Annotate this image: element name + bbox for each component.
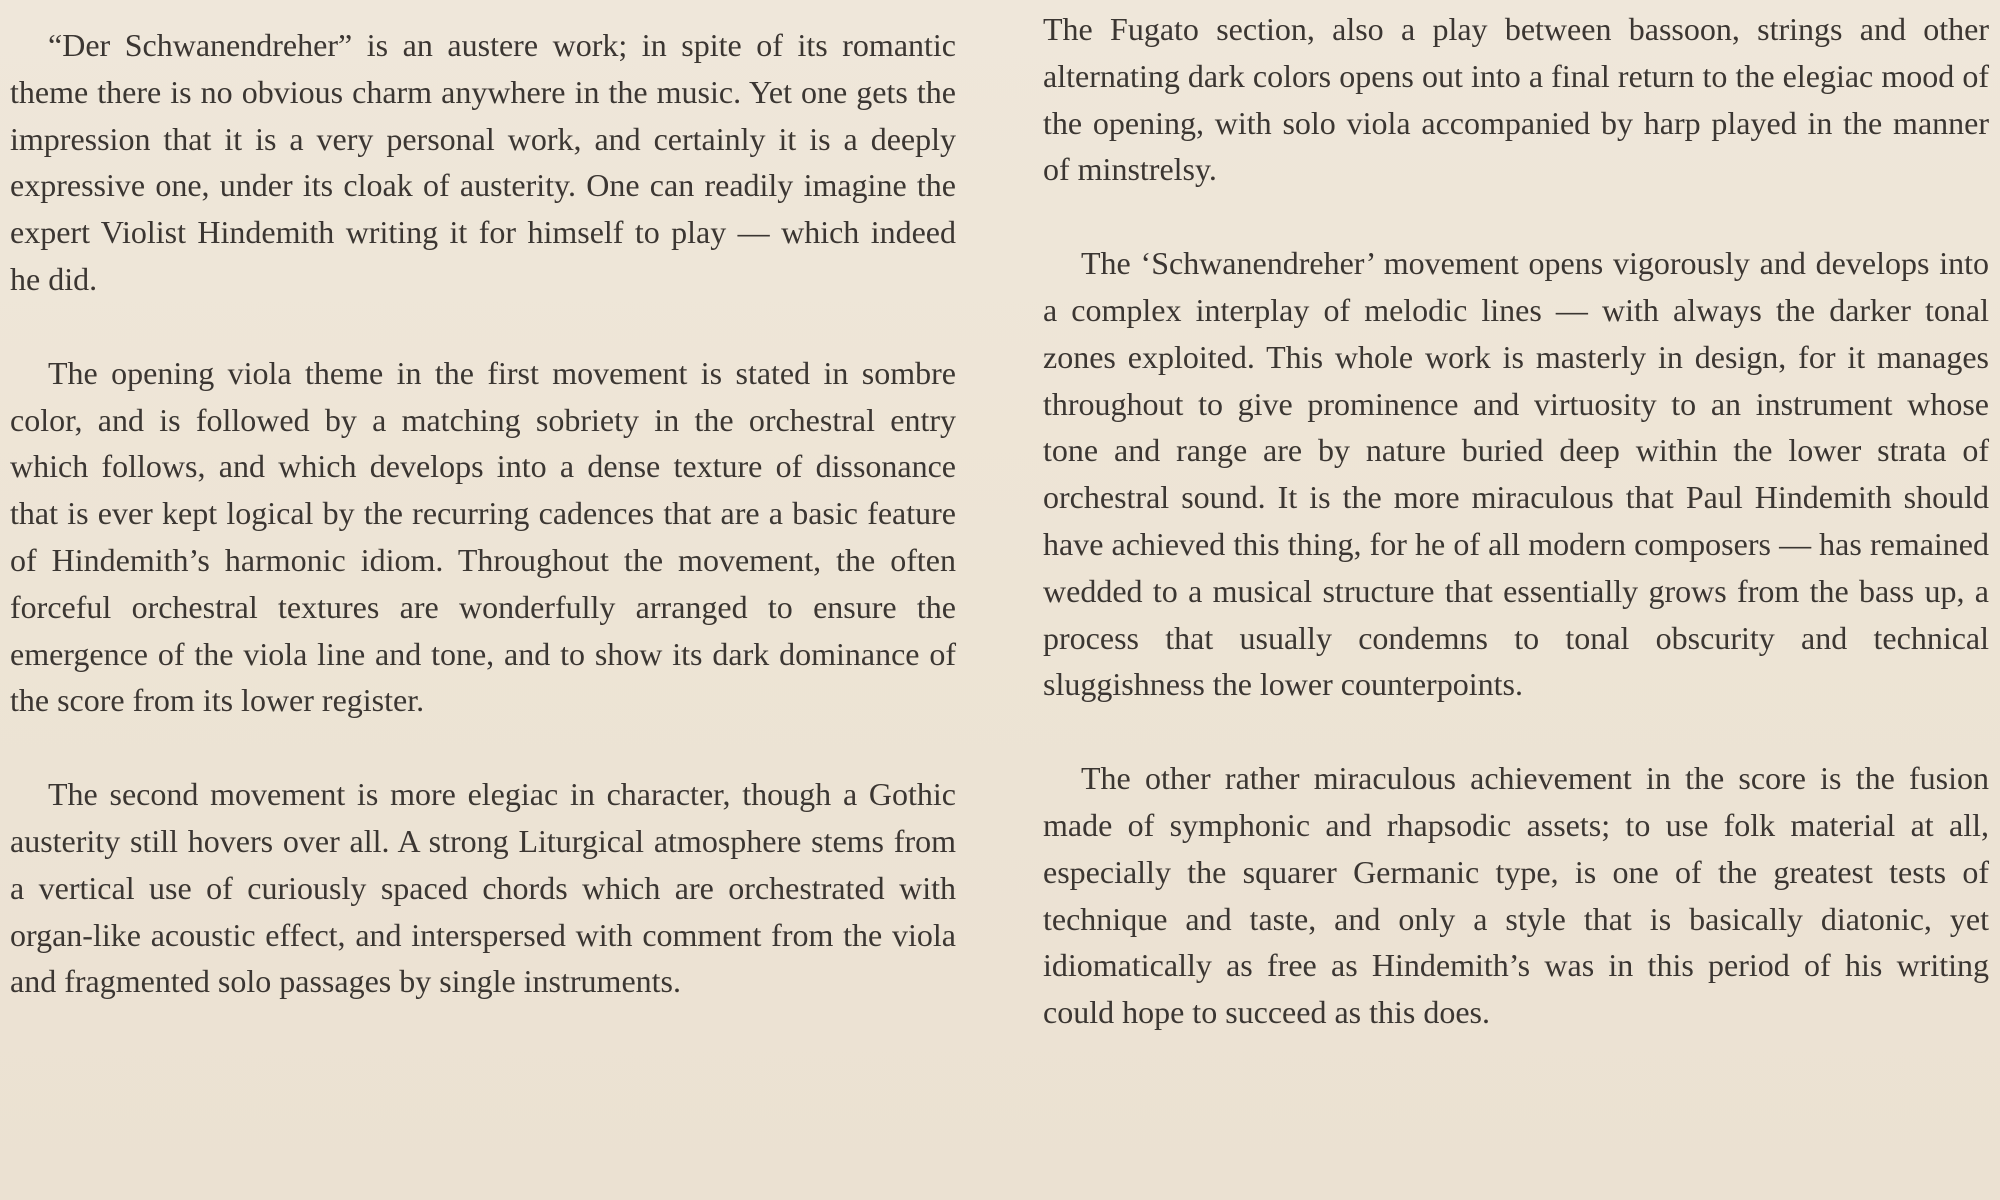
paragraph: The other rather miraculous achievement in the score is the fusion made of symphonic and rhapsodic assets; to use folk material at all, especially the squarer Germanic type, is one of the greatest tests of technique and taste, and only a style that is basically diatonic, yet idiomatically as free as Hindemith’s was in this period of his writing could hope to succeed as this does. — [1043, 760, 1989, 1031]
right-text-column — [1043, 0, 1989, 1036]
paragraph: “Der Schwanendreher” is an austere work; in spite of its romantic theme there is no obvious charm anywhere in the music. Yet one gets the impression that it is a very personal work, and certainly it is a deeply expressive one, under its cloak of austerity. One can readily imagine the expert Violist Hindemith writing it for himself to play — which indeed he did. — [10, 27, 956, 297]
paragraph: The ‘Schwanendreher’ movement opens vigorously and develops into a complex interplay of melodic lines — with always the darker tonal zones exploited. This whole work is masterly in design, for it manages throughout to give prominence and virtuosity to an instrument whose tone and range are by nature buried deep within the lower strata of orchestral sound. It is the more miraculous that Paul Hindemith should have achieved this thing, for he of all modern composers — has remained wedded to a musical structure that essentially grows from the bass up, a process that usually condemns to tonal obscurity and technical sluggishness the lower counterpoints. — [1043, 245, 1989, 703]
paragraph: The opening viola theme in the first movement is stated in sombre color, and is followed by a matching sobriety in the orchestral entry which follows, and which develops into a dense texture of dissonance that is ever kept logical by the recurring cadences that are a basic feature of Hindemith’s harmonic idiom. Throughout the movement, the often forceful orchestral textures are wonderfully arranged to ensure the emergence of the viola line and tone, and to show its dark dominance of the score from its lower register. — [10, 354, 956, 719]
left-text-column — [10, 0, 956, 1005]
paragraph: The Fugato section, also a play between bassoon, strings and other alternating dark colors opens out into a final return to the elegiac mood of the opening, with solo viola accompanied by harp played in the manner of minstrelsy. — [1043, 11, 1989, 188]
paragraph: The second movement is more elegiac in character, though a Gothic austerity still hovers over all. A strong Liturgical atmosphere stems from a vertical use of curiously spaced chords which are orchestrated with organ-like acoustic effect, and interspersed with comment from the viola and fragmented solo passages by single instruments. — [10, 776, 956, 1000]
